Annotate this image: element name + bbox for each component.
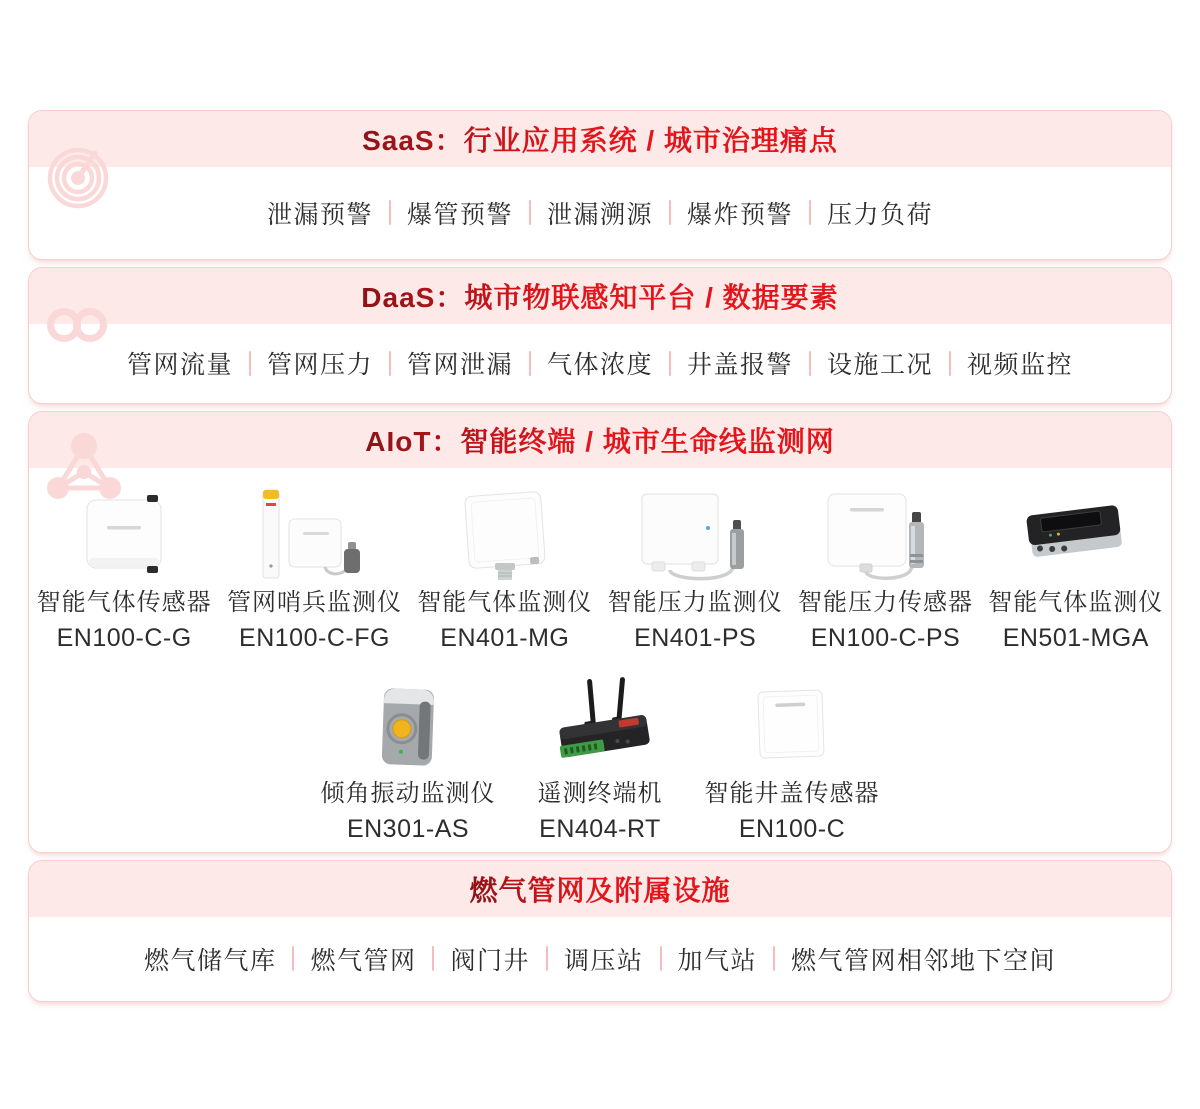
gas-monitor-device-image xyxy=(410,486,600,582)
device-card xyxy=(312,677,504,844)
item-divider xyxy=(773,946,775,971)
daas-card xyxy=(28,267,1172,404)
device-name: 智能井盖传感器 xyxy=(704,780,880,807)
saas-item: 泄漏预警 xyxy=(266,200,373,229)
manhole-cover-device-image xyxy=(697,677,887,773)
tilt-vibration-device-image xyxy=(313,677,503,773)
item-divider xyxy=(669,200,671,225)
device-card xyxy=(504,677,696,844)
daas-card-header xyxy=(29,268,1171,324)
pipeline-item: 加气站 xyxy=(677,946,758,975)
device-name: 管网哨兵监测仪 xyxy=(226,589,402,616)
daas-item: 管网流量 xyxy=(126,351,233,379)
pipeline-items xyxy=(29,917,1171,1000)
saas-item: 泄漏溯源 xyxy=(546,200,653,229)
device-name: 倾角振动监测仪 xyxy=(320,780,496,807)
device-model: EN501-MGA xyxy=(1002,624,1149,652)
daas-card-title: DaaS：城市物联感知平台 / 数据要素 xyxy=(361,276,838,316)
device-name: 智能气体传感器 xyxy=(36,589,212,616)
telemetry-terminal-device-image xyxy=(505,677,695,773)
item-divider xyxy=(292,946,294,971)
saas-item: 爆管预警 xyxy=(406,200,513,229)
device-card xyxy=(790,486,980,653)
aiot-card xyxy=(28,411,1172,853)
aiot-card-header xyxy=(29,412,1171,468)
daas-items xyxy=(29,324,1171,402)
daas-item: 管网泄漏 xyxy=(406,351,513,379)
device-card xyxy=(981,486,1171,653)
device-card xyxy=(600,486,790,653)
saas-card-header xyxy=(29,111,1171,167)
item-divider xyxy=(660,946,662,971)
pipeline-item: 燃气管网 xyxy=(310,946,417,975)
pipeline-sentinel-device-image xyxy=(219,486,409,582)
item-divider xyxy=(529,200,531,225)
pipeline-item: 调压站 xyxy=(564,946,644,975)
pressure-sensor-device-image xyxy=(790,486,980,582)
device-card xyxy=(410,486,600,653)
device-card xyxy=(29,486,219,653)
device-row-1 xyxy=(29,486,1171,653)
pressure-monitor-device-image xyxy=(600,486,790,582)
device-model: EN100-C-PS xyxy=(810,624,961,652)
item-divider xyxy=(389,200,391,225)
device-card xyxy=(696,677,888,844)
gas-analyzer-device-image xyxy=(981,486,1171,582)
daas-item: 气体浓度 xyxy=(546,351,653,379)
device-name: 智能气体监测仪 xyxy=(417,589,593,616)
device-model: EN401-MG xyxy=(440,624,570,652)
saas-item: 压力负荷 xyxy=(827,200,934,229)
item-divider xyxy=(432,946,434,971)
daas-item: 设施工况 xyxy=(827,351,934,379)
item-divider xyxy=(949,351,951,376)
item-divider xyxy=(389,351,391,376)
device-name: 智能压力监测仪 xyxy=(607,589,783,616)
aiot-card-title: AIoT：智能终端 / 城市生命线监测网 xyxy=(365,420,835,460)
device-card xyxy=(219,486,409,653)
device-name: 智能压力传感器 xyxy=(797,589,973,616)
device-row-2 xyxy=(29,677,1171,844)
pipeline-item: 阀门井 xyxy=(450,946,530,975)
device-model: EN100-C-G xyxy=(56,624,192,652)
saas-item: 爆炸预警 xyxy=(687,200,794,229)
device-model: EN100-C xyxy=(738,815,846,843)
pipeline-item: 燃气管网相邻地下空间 xyxy=(791,946,1057,975)
gas-sensor-device-image xyxy=(29,486,219,582)
pipeline-card xyxy=(28,860,1172,1002)
device-model: EN401-PS xyxy=(634,624,757,652)
saas-card xyxy=(28,110,1172,260)
pipeline-card-title: 燃气管网及附属设施 xyxy=(469,869,730,909)
item-divider xyxy=(249,351,251,376)
daas-item: 井盖报警 xyxy=(687,351,794,379)
device-model: EN404-RT xyxy=(539,815,661,843)
daas-item: 视频监控 xyxy=(967,351,1074,379)
item-divider xyxy=(529,351,531,376)
saas-card-title: SaaS：行业应用系统 / 城市治理痛点 xyxy=(362,119,838,159)
item-divider xyxy=(546,946,548,971)
device-name: 遥测终端机 xyxy=(537,780,663,807)
device-name: 智能气体监测仪 xyxy=(988,589,1164,616)
pipeline-item: 燃气储气库 xyxy=(143,946,277,975)
device-model: EN301-AS xyxy=(346,815,470,843)
saas-items xyxy=(29,167,1171,258)
device-model: EN100-C-FG xyxy=(239,624,390,652)
item-divider xyxy=(809,200,811,225)
item-divider xyxy=(669,351,671,376)
pipeline-card-header xyxy=(29,861,1171,917)
item-divider xyxy=(809,351,811,376)
daas-item: 管网压力 xyxy=(266,351,373,379)
